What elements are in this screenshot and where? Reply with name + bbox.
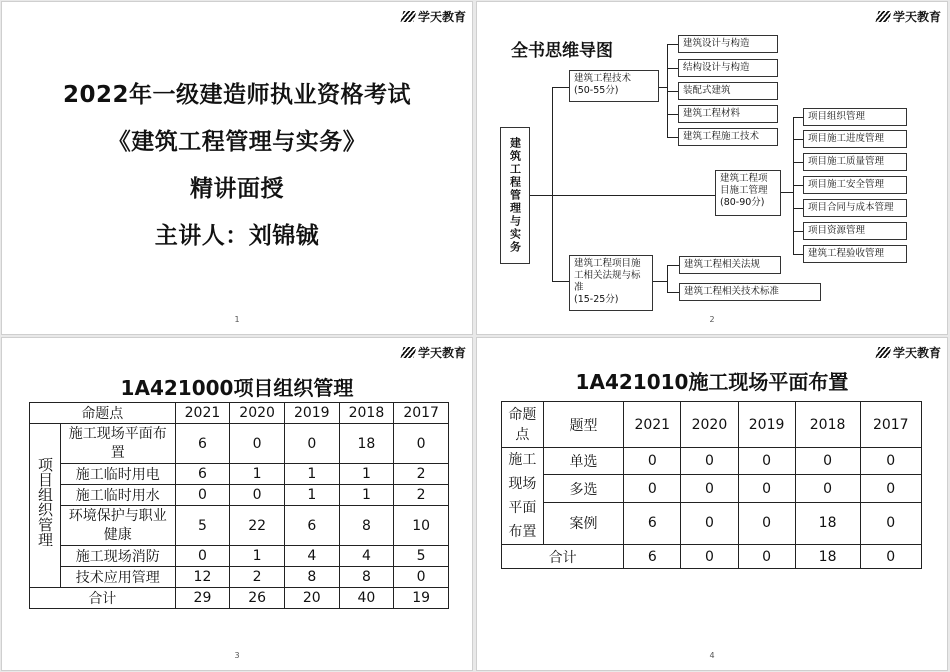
cell: 0 [230, 485, 285, 506]
table-row [30, 424, 449, 464]
page-number: 2 [709, 315, 715, 324]
mgmt-item-4: 项目施工安全管理 [803, 176, 907, 194]
row-label: 多选 [543, 475, 623, 502]
cell: 0 [681, 448, 738, 475]
cell: 8 [339, 506, 394, 546]
header-year: 2021 [175, 403, 230, 424]
cell: 2 [394, 485, 449, 506]
brand-logo [877, 344, 941, 361]
slide-1[interactable] [1, 1, 473, 335]
mindmap-root [500, 127, 530, 264]
cell: 10 [394, 506, 449, 546]
header-year: 2019 [284, 403, 339, 424]
lecturer: 主讲人：刘锦铖 [154, 223, 320, 249]
row-label: 施工临时用电 [60, 464, 175, 485]
cell: 19 [394, 588, 449, 609]
table-header-row [30, 403, 449, 424]
table-total-row [502, 545, 922, 569]
header-year: 2017 [394, 403, 449, 424]
cell: 8 [339, 567, 394, 588]
group-label: 施工现场平面布置 [502, 448, 544, 545]
cell: 4 [284, 546, 339, 567]
cell: 0 [284, 424, 339, 464]
cell: 1 [284, 485, 339, 506]
course-title: 《建筑工程管理与实务》 [107, 129, 367, 155]
branch-regulation [569, 255, 653, 311]
cell: 26 [230, 588, 285, 609]
row-label: 施工临时用水 [60, 485, 175, 506]
cell: 0 [394, 567, 449, 588]
table-row [30, 546, 449, 567]
row-label: 施工现场平面布置 [60, 424, 175, 464]
mgmt-item-3: 项目施工质量管理 [803, 153, 907, 171]
cell: 1 [230, 546, 285, 567]
table-row [30, 464, 449, 485]
cell: 0 [624, 475, 681, 502]
header-year: 2017 [860, 402, 921, 448]
reg-item-2: 建筑工程相关技术标准 [679, 283, 821, 301]
cell: 8 [284, 567, 339, 588]
cell: 0 [860, 502, 921, 544]
cell: 0 [624, 448, 681, 475]
mgmt-item-7: 建筑工程验收管理 [803, 245, 907, 263]
table-title: 1A421010施工现场平面布置 [575, 370, 849, 394]
branch-management [715, 170, 781, 216]
table-total-row [30, 588, 449, 609]
mgmt-item-2: 项目施工进度管理 [803, 130, 907, 148]
mgmt-item-1: 项目组织管理 [803, 108, 907, 126]
cell: 0 [738, 475, 795, 502]
branch-regulation-score: (15-25分) [574, 294, 619, 305]
cell: 0 [175, 485, 230, 506]
cell: 0 [738, 502, 795, 544]
mindmap-title: 全书思维导图 [511, 41, 613, 61]
branch-tech-label: 建筑工程技术 [574, 73, 632, 84]
cell: 12 [175, 567, 230, 588]
total-label: 合计 [30, 588, 176, 609]
table-row [30, 506, 449, 546]
brand-logo-icon [876, 347, 892, 358]
cell: 6 [284, 506, 339, 546]
cell: 1 [230, 464, 285, 485]
reg-item-1: 建筑工程相关法规 [679, 256, 781, 274]
cell: 5 [175, 506, 230, 546]
mgmt-item-6: 项目资源管理 [803, 222, 907, 240]
cell: 0 [860, 475, 921, 502]
exam-type-table [501, 401, 922, 569]
cell: 0 [795, 475, 860, 502]
header-point: 命题点 [30, 403, 176, 424]
brand-logo-icon [876, 11, 892, 22]
row-label: 环境保护与职业健康 [60, 506, 175, 546]
course-type: 精讲面授 [190, 176, 284, 202]
brand-logo [402, 8, 466, 25]
cell: 0 [681, 475, 738, 502]
cell: 29 [175, 588, 230, 609]
header-year: 2018 [795, 402, 860, 448]
branch-tech [569, 70, 659, 102]
cell: 6 [624, 502, 681, 544]
header-year: 2021 [624, 402, 681, 448]
cell: 18 [339, 424, 394, 464]
brand-text: 学天教育 [417, 346, 466, 360]
row-label: 单选 [543, 448, 623, 475]
cell: 4 [339, 546, 394, 567]
cell: 0 [681, 545, 738, 569]
slide-4[interactable] [476, 337, 948, 671]
header-year: 2018 [339, 403, 394, 424]
tech-item-1: 建筑设计与构造 [678, 35, 778, 53]
header-year: 2019 [738, 402, 795, 448]
group-cell [30, 424, 61, 588]
table-header-row [502, 402, 922, 448]
cell: 0 [860, 448, 921, 475]
cell: 0 [681, 502, 738, 544]
cell: 0 [738, 448, 795, 475]
brand-text: 学天教育 [892, 10, 941, 24]
brand-logo [877, 8, 941, 25]
cell: 1 [339, 464, 394, 485]
table-row [502, 475, 922, 502]
table-title: 1A421000项目组织管理 [120, 376, 354, 400]
cell: 0 [230, 424, 285, 464]
table-row [502, 448, 922, 475]
branch-management-score: (80-90分) [720, 197, 765, 208]
cell: 0 [795, 448, 860, 475]
tech-item-4: 建筑工程材料 [678, 105, 778, 123]
branch-regulation-label: 建筑工程项目施工相关法规与标准 [574, 258, 641, 293]
cell: 2 [230, 567, 285, 588]
header-year: 2020 [230, 403, 285, 424]
page-number: 4 [709, 651, 715, 660]
brand-logo-icon [401, 11, 417, 22]
cell: 2 [394, 464, 449, 485]
branch-tech-score: (50-55分) [574, 85, 619, 96]
header-type: 题型 [543, 402, 623, 448]
brand-logo [402, 344, 466, 361]
cell: 0 [394, 424, 449, 464]
total-label: 合计 [502, 545, 624, 569]
header-year: 2020 [681, 402, 738, 448]
exam-points-table [29, 402, 449, 609]
slide-3[interactable] [1, 337, 473, 671]
header-point: 命题点 [502, 402, 544, 448]
cell: 20 [284, 588, 339, 609]
tech-item-3: 装配式建筑 [678, 82, 778, 100]
table-row [30, 567, 449, 588]
exam-title: 2022年一级建造师执业资格考试 [62, 82, 411, 108]
row-label: 案例 [543, 502, 623, 544]
branch-management-label: 建筑工程项目施工管理 [720, 173, 768, 196]
cell: 6 [175, 424, 230, 464]
brand-text: 学天教育 [892, 346, 941, 360]
tech-item-2: 结构设计与构造 [678, 59, 778, 77]
cell: 40 [339, 588, 394, 609]
table-row [30, 485, 449, 506]
cell: 6 [175, 464, 230, 485]
slide-2[interactable] [476, 1, 948, 335]
cell: 1 [284, 464, 339, 485]
mgmt-item-5: 项目合同与成本管理 [803, 199, 907, 217]
group-label: 项目组织管理 [35, 457, 54, 547]
cell: 22 [230, 506, 285, 546]
table-row [502, 502, 922, 544]
row-label: 施工现场消防 [60, 546, 175, 567]
cell: 1 [339, 485, 394, 506]
brand-logo-icon [401, 347, 417, 358]
cell: 18 [795, 545, 860, 569]
brand-text: 学天教育 [417, 10, 466, 24]
mindmap-root-label: 建筑工程管理与实务 [508, 137, 522, 254]
cell: 0 [175, 546, 230, 567]
cell: 5 [394, 546, 449, 567]
page-number: 1 [234, 315, 240, 324]
tech-item-5: 建筑工程施工技术 [678, 128, 778, 146]
cell: 6 [624, 545, 681, 569]
cell: 18 [795, 502, 860, 544]
page-number: 3 [234, 651, 240, 660]
cell: 0 [860, 545, 921, 569]
row-label: 技术应用管理 [60, 567, 175, 588]
cell: 0 [738, 545, 795, 569]
